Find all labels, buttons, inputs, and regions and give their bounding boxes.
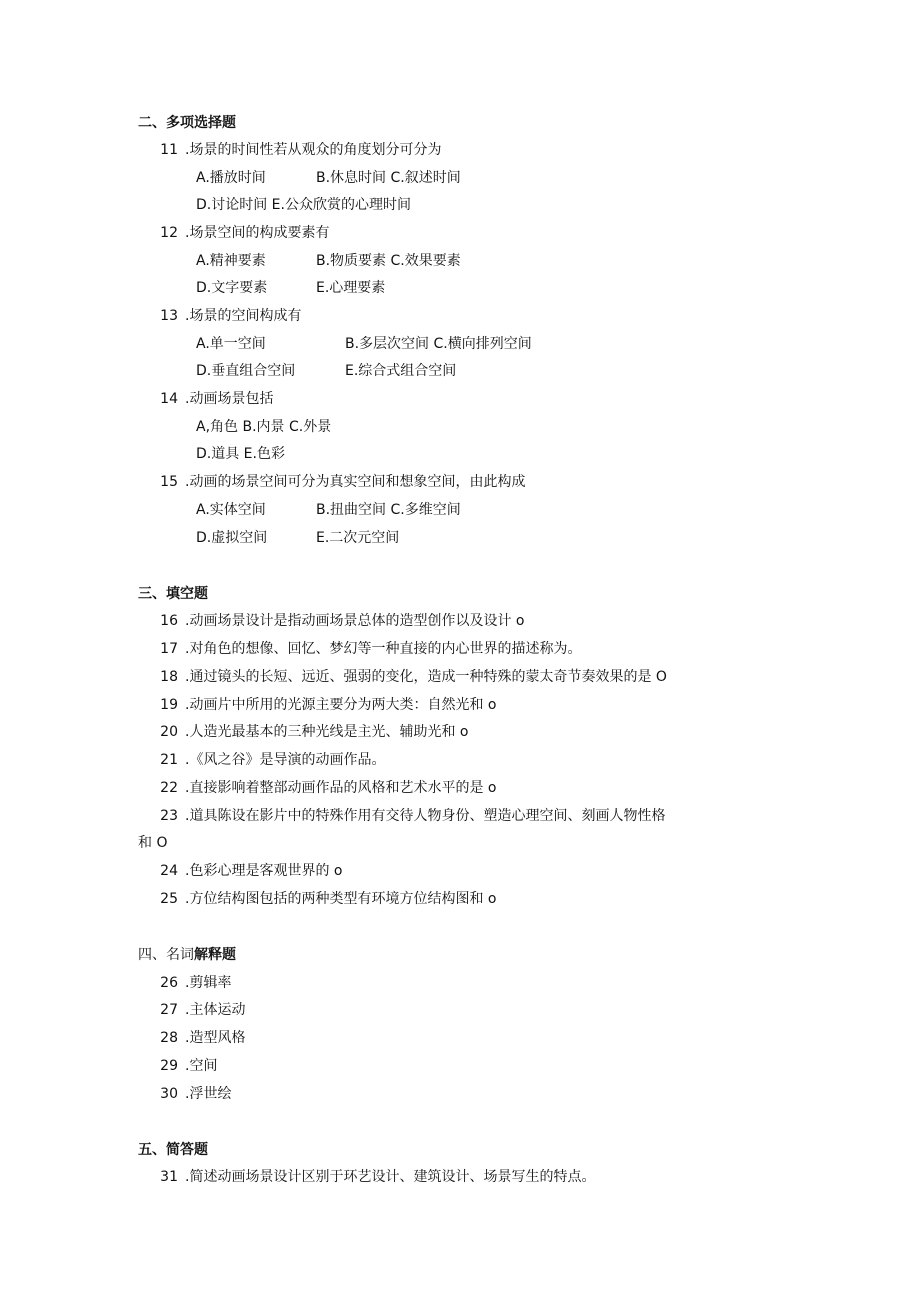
- question-text: .空间: [185, 1058, 218, 1074]
- question-31: [138, 1168, 758, 1186]
- option-e: E.二次元空间: [316, 530, 400, 546]
- question-25: [138, 890, 758, 908]
- question-14: [138, 390, 738, 408]
- question-text: .造型风格: [185, 1030, 246, 1046]
- question-23: [138, 807, 758, 825]
- question-11: [138, 141, 738, 159]
- question-number: 20: [160, 724, 178, 740]
- option-d: D.文字要素: [196, 280, 268, 296]
- question-23-continuation: 和 O: [138, 835, 168, 851]
- question-18: [138, 668, 758, 686]
- question-number: 11: [160, 142, 178, 158]
- question-text: .人造光最基本的三种光线是主光、辅助光和 o: [185, 724, 469, 740]
- question-number: 31: [160, 1169, 178, 1185]
- question-text: .场景的时间性若从观众的角度划分可分为: [185, 142, 442, 158]
- option-a: A.实体空间: [196, 502, 266, 518]
- option-bc: B.休息时间 C.叙述时间: [316, 170, 461, 186]
- question-text: .浮世绘: [185, 1086, 232, 1102]
- question-number: 14: [160, 391, 178, 407]
- question-text: .简述动画场景设计区别于环艺设计、建筑设计、场景写生的特点。: [185, 1169, 596, 1185]
- option-a: A.精神要素: [196, 253, 266, 269]
- section-4-title-bold: 解释题: [194, 947, 236, 963]
- option-de: D.道具 E.色彩: [196, 446, 285, 462]
- question-text: .色彩心理是客观世界的 o: [185, 863, 343, 879]
- question-text: .场景的空间构成有: [185, 308, 302, 324]
- question-26: [138, 974, 538, 992]
- option-abc: A,角色 B.内景 C.外景: [196, 419, 332, 435]
- question-number: 12: [160, 225, 178, 241]
- question-text: .《风之谷》是导演的动画作品。: [185, 752, 386, 768]
- question-text: .对角色的想像、回忆、梦幻等一种直接的内心世界的描述称为。: [185, 641, 582, 657]
- option-e: E.心理要素: [316, 280, 386, 296]
- question-text: .通过镜头的长短、远近、强弱的变化，造成一种特殊的蒙太奇节奏效果的是 O: [185, 669, 667, 685]
- question-15: [138, 473, 738, 491]
- question-number: 19: [160, 697, 178, 713]
- option-a: A.播放时间: [196, 170, 266, 186]
- question-text: .剪辑率: [185, 975, 232, 991]
- question-number: 26: [160, 975, 178, 991]
- question-number: 16: [160, 613, 178, 629]
- option-a: A.单一空间: [196, 336, 266, 352]
- section-5-title: 五、简答题: [138, 1142, 208, 1158]
- question-number: 21: [160, 752, 178, 768]
- question-text: .道具陈设在影片中的特殊作用有交待人物身份、塑造心理空间、刻画人物性格: [185, 808, 666, 824]
- question-text: .动画片中所用的光源主要分为两大类：自然光和 o: [185, 697, 497, 713]
- question-12: [138, 224, 738, 242]
- question-number: 27: [160, 1002, 178, 1018]
- question-30: [138, 1085, 538, 1103]
- question-29: [138, 1057, 538, 1075]
- question-text: .主体运动: [185, 1002, 246, 1018]
- question-text: .方位结构图包括的两种类型有环境方位结构图和 o: [185, 891, 497, 907]
- option-bc: B.物质要素 C.效果要素: [316, 253, 461, 269]
- section-4-title: [138, 946, 236, 964]
- question-number: 30: [160, 1086, 178, 1102]
- question-text: .动画的场景空间可分为真实空间和想象空间，由此构成: [185, 474, 526, 490]
- question-17: [138, 640, 758, 658]
- question-19: [138, 696, 758, 714]
- question-number: 25: [160, 891, 178, 907]
- question-21: [138, 751, 758, 769]
- question-27: [138, 1001, 538, 1019]
- question-number: 28: [160, 1030, 178, 1046]
- question-24: [138, 862, 758, 880]
- question-13: [138, 307, 738, 325]
- question-number: 17: [160, 641, 178, 657]
- question-text: .场景空间的构成要素有: [185, 225, 330, 241]
- question-number: 23: [160, 808, 178, 824]
- question-16: [138, 612, 758, 630]
- question-number: 18: [160, 669, 178, 685]
- option-de: D.讨论时间 E.公众欣赏的心理时间: [196, 197, 411, 213]
- section-3-title: 三、填空题: [138, 586, 208, 602]
- question-20: [138, 723, 758, 741]
- question-22: [138, 779, 758, 797]
- question-number: 22: [160, 780, 178, 796]
- option-d: D.垂直组合空间: [196, 363, 296, 379]
- section-4-title-prefix: 四、名词: [138, 947, 194, 963]
- option-e: E.综合式组合空间: [345, 363, 457, 379]
- option-bc: B.扭曲空间 C.多维空间: [316, 502, 461, 518]
- question-number: 13: [160, 308, 178, 324]
- question-number: 29: [160, 1058, 178, 1074]
- question-28: [138, 1029, 538, 1047]
- question-number: 15: [160, 474, 178, 490]
- option-bc: B.多层次空间 C.横向排列空间: [345, 336, 532, 352]
- question-text: .动画场景设计是指动画场景总体的造型创作以及设计 o: [185, 613, 525, 629]
- section-2-title: 二、多项选择题: [138, 115, 236, 131]
- question-text: .直接影响着整部动画作品的风格和艺术水平的是 o: [185, 780, 497, 796]
- option-d: D.虚拟空间: [196, 530, 268, 546]
- question-number: 24: [160, 863, 178, 879]
- question-text: .动画场景包括: [185, 391, 274, 407]
